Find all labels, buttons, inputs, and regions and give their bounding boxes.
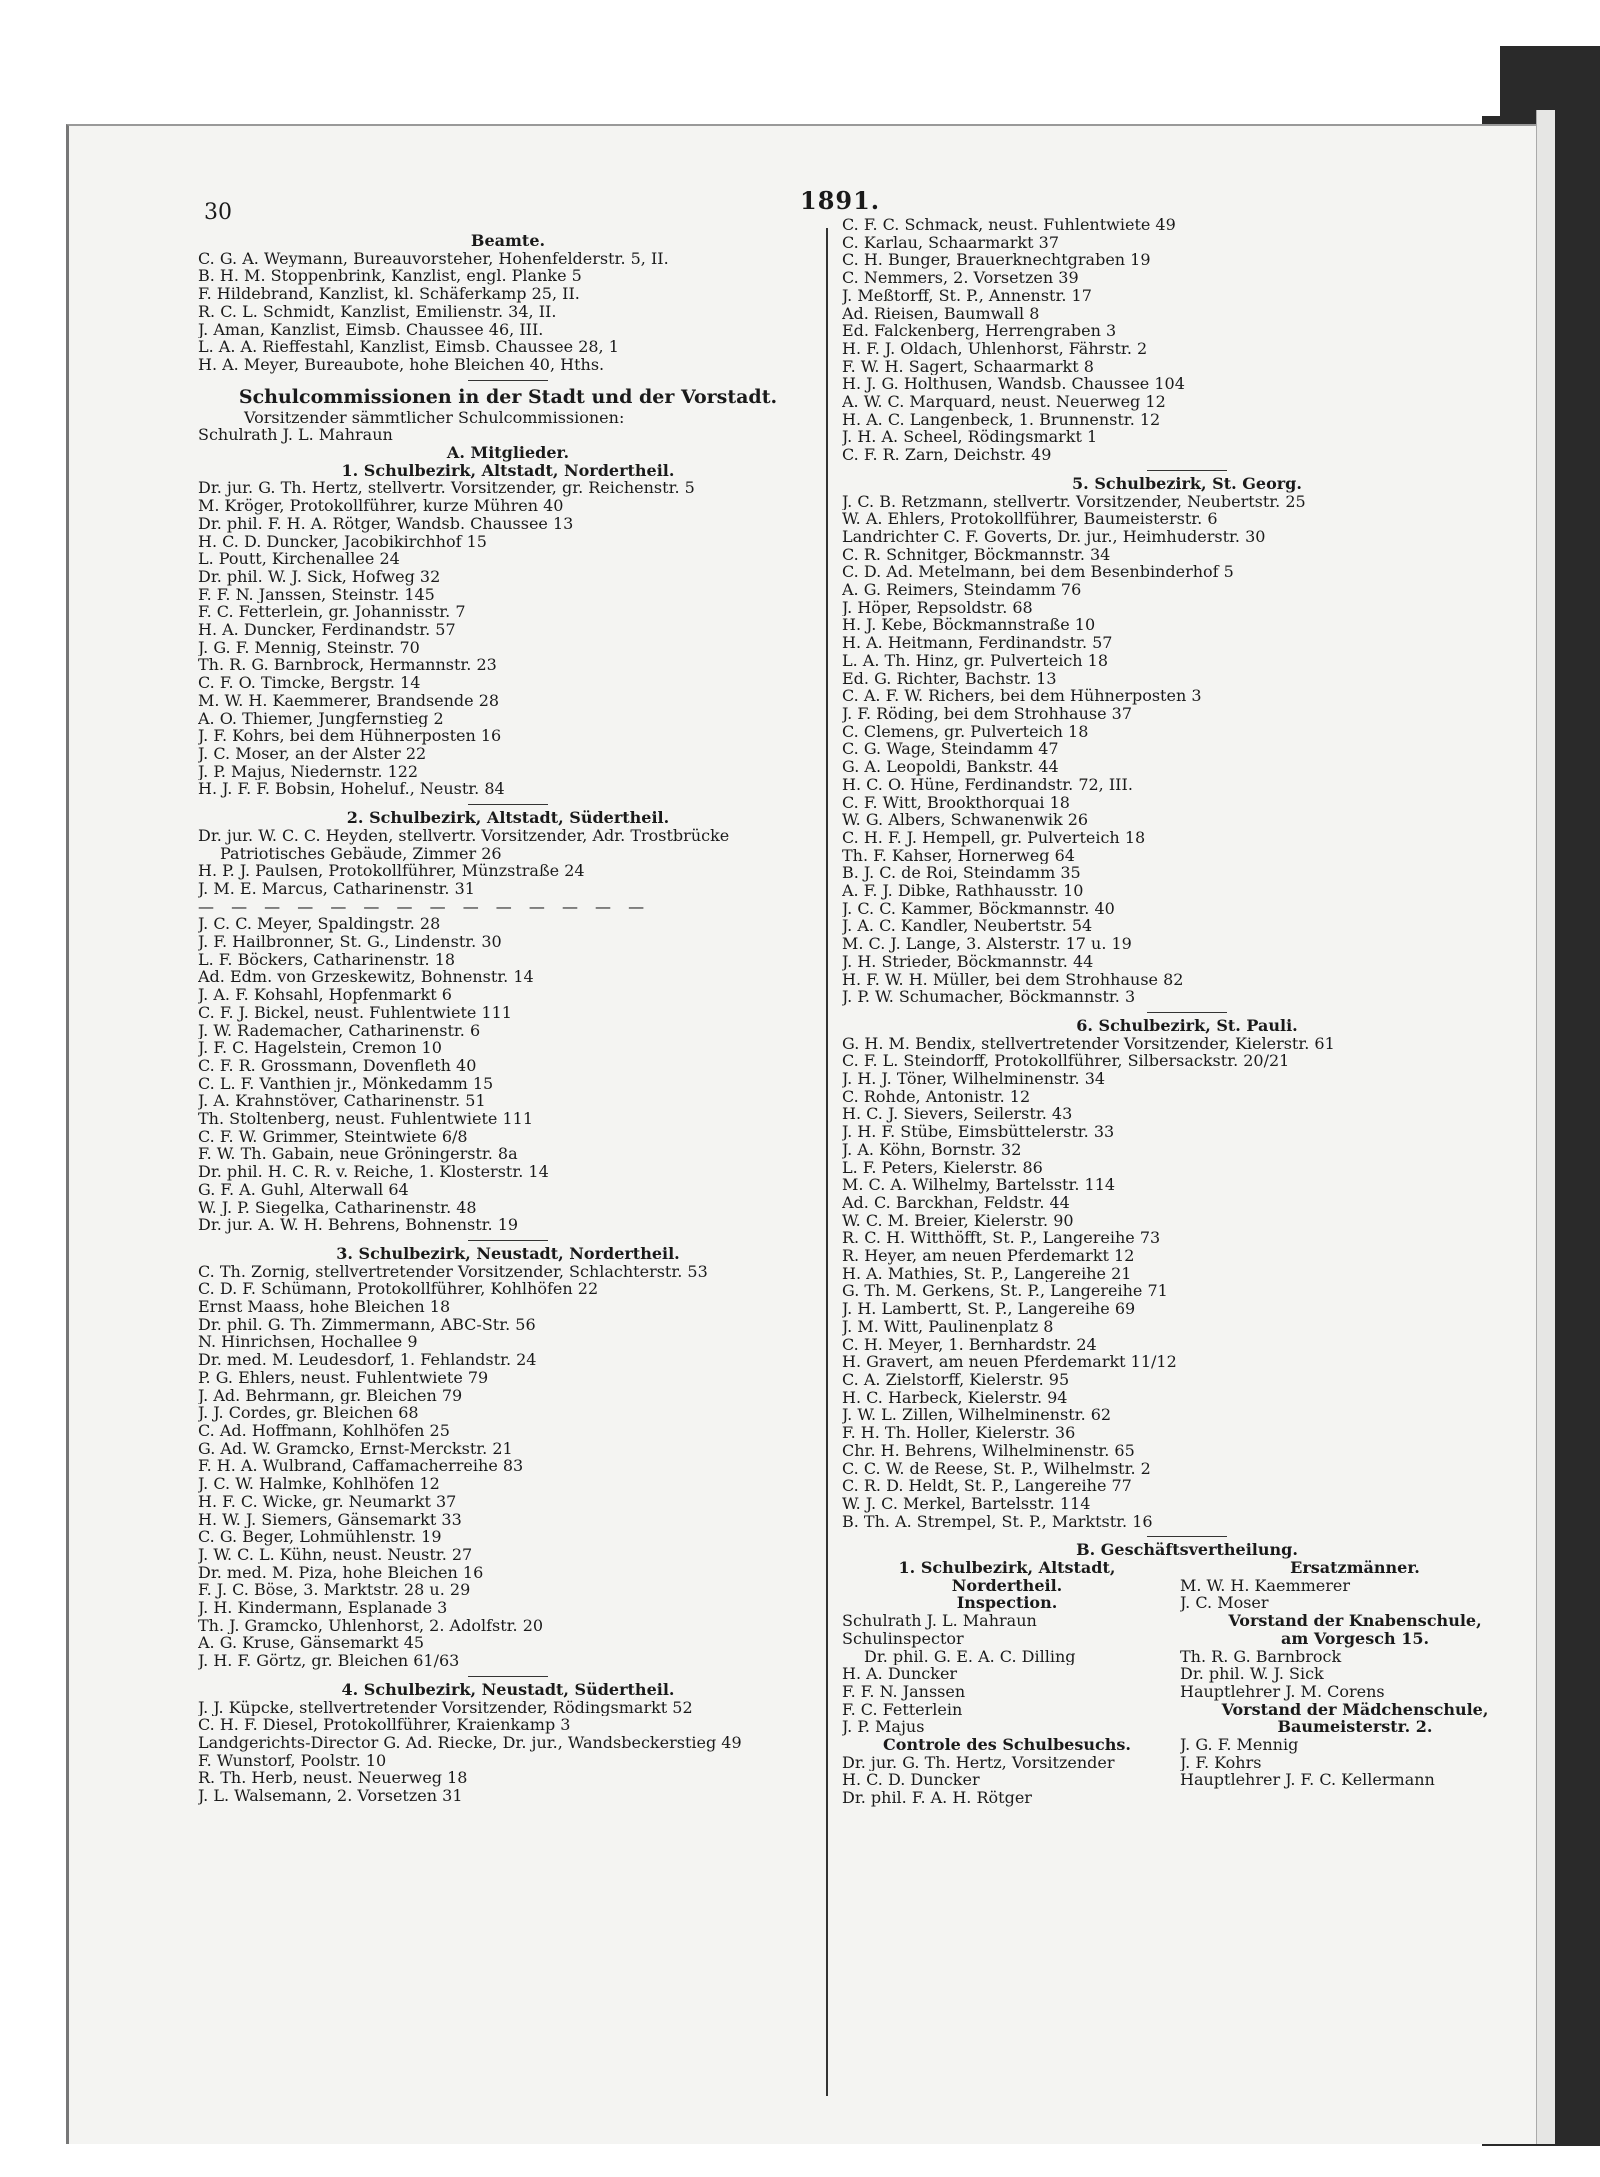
directory-entry: A. G. Reimers, Steindamm 76 bbox=[842, 581, 1082, 599]
directory-entry: J. H. F. Görtz, gr. Bleichen 61/63 bbox=[198, 1652, 460, 1670]
directory-entry: J. H. Lambertt, St. P., Langereihe 69 bbox=[842, 1300, 1136, 1318]
directory-entry: A. W. C. Marquard, neust. Neuerweg 12 bbox=[842, 393, 1166, 411]
column-divider bbox=[826, 228, 828, 2096]
directory-entry: J. A. Krahnstöver, Catharinenstr. 51 bbox=[198, 1092, 486, 1111]
section-heading: Vorstand der Mädchenschule, bbox=[1221, 1700, 1489, 1719]
directory-entry: H. A. Heitmann, Ferdinandstr. 57 bbox=[842, 634, 1113, 652]
section-rule bbox=[468, 380, 548, 381]
page-edge bbox=[1536, 110, 1555, 2144]
directory-entry: M. C. J. Lange, 3. Alsterstr. 17 u. 19 bbox=[842, 935, 1132, 953]
directory-entry: Dr. phil. W. J. Sick bbox=[1180, 1665, 1324, 1683]
directory-entry: B. H. M. Stoppenbrink, Kanzlist, engl. Planke 5 bbox=[198, 267, 582, 286]
directory-entry: B. J. C. de Roi, Steindamm 35 bbox=[842, 864, 1081, 883]
directory-entry: M. W. H. Kaemmerer bbox=[1180, 1576, 1351, 1595]
directory-entry: C. Ad. Hoffmann, Kohlhöfen 25 bbox=[198, 1422, 450, 1440]
directory-entry: H. C. O. Hüne, Ferdinandstr. 72, III. bbox=[842, 775, 1133, 794]
section-heading: am Vorgesch 15. bbox=[1280, 1629, 1430, 1648]
directory-entry: J. M. E. Marcus, Catharinenstr. 31 bbox=[198, 879, 475, 898]
directory-entry: M. C. A. Wilhelmy, Bartelsstr. 114 bbox=[842, 1176, 1116, 1194]
directory-entry: J. L. Walsemann, 2. Vorsetzen 31 bbox=[198, 1787, 463, 1805]
directory-entry: F. Hildebrand, Kanzlist, kl. Schäferkamp 25, II. bbox=[198, 285, 580, 303]
directory-entry: H. C. J. Sievers, Seilerstr. 43 bbox=[842, 1105, 1073, 1124]
directory-entry: W. G. Albers, Schwanenwik 26 bbox=[842, 811, 1089, 829]
directory-entry: A. F. J. Dibke, Rathhausstr. 10 bbox=[842, 882, 1084, 900]
directory-entry: Schulrath J. L. Mahraun bbox=[842, 1612, 1037, 1630]
directory-entry: Hauptlehrer J. F. C. Kellermann bbox=[1180, 1771, 1435, 1790]
left-column bbox=[198, 232, 818, 1805]
directory-entry: J. P. Majus bbox=[842, 1718, 925, 1737]
directory-entry: M. Kröger, Protokollführer, kurze Mühren 40 bbox=[198, 497, 564, 515]
directory-entry: J. F. Kohrs bbox=[1180, 1753, 1262, 1772]
directory-entry: C. G. Wage, Steindamm 47 bbox=[842, 740, 1059, 759]
directory-entry: J. W. L. Zillen, Wilhelminenstr. 62 bbox=[842, 1406, 1112, 1425]
directory-entry: H. A. Duncker, Ferdinandstr. 57 bbox=[198, 621, 456, 639]
directory-entry: Schulrath J. L. Mahraun bbox=[198, 426, 393, 445]
directory-entry: Dr. phil. W. J. Sick, Hofweg 32 bbox=[198, 567, 441, 586]
section-heading: 5. Schulbezirk, St. Georg. bbox=[1072, 474, 1302, 493]
directory-entry: N. Hinrichsen, Hochallee 9 bbox=[198, 1333, 418, 1352]
directory-entry: W. J. P. Siegelka, Catharinenstr. 48 bbox=[198, 1198, 477, 1217]
directory-entry: H. J. F. F. Bobsin, Hoheluf., Neustr. 84 bbox=[198, 780, 505, 799]
directory-entry: Dr. phil. H. C. R. v. Reiche, 1. Klosterstr. 14 bbox=[198, 1163, 549, 1181]
directory-entry: Th. Stoltenberg, neust. Fuhlentwiete 111 bbox=[198, 1110, 533, 1128]
section-rule bbox=[1147, 470, 1227, 471]
directory-entry: J. Ad. Behrmann, gr. Bleichen 79 bbox=[198, 1386, 463, 1405]
directory-entry: J. Höper, Repsoldstr. 68 bbox=[842, 598, 1033, 617]
right-column-list bbox=[842, 216, 1532, 1559]
directory-entry: Hauptlehrer J. M. Corens bbox=[1180, 1682, 1385, 1701]
directory-entry: Landrichter C. F. Goverts, Dr. jur., Heimhuderstr. 30 bbox=[842, 527, 1266, 546]
directory-entry: L. F. Peters, Kielerstr. 86 bbox=[842, 1158, 1043, 1177]
directory-entry: C. H. Meyer, 1. Bernhardstr. 24 bbox=[842, 1335, 1097, 1354]
directory-entry: J. Meßtorff, St. P., Annenstr. 17 bbox=[842, 286, 1092, 305]
directory-entry: J. A. Köhn, Bornstr. 32 bbox=[842, 1140, 1022, 1159]
directory-entry: H. Gravert, am neuen Pferdemarkt 11/12 bbox=[842, 1353, 1177, 1371]
directory-entry: R. C. H. Witthöfft, St. P., Langereihe 73 bbox=[842, 1229, 1161, 1248]
directory-entry: R. Th. Herb, neust. Neuerweg 18 bbox=[198, 1769, 468, 1788]
directory-entry: J. C. C. Meyer, Spaldingstr. 28 bbox=[198, 915, 441, 934]
directory-entry: C. F. L. Steindorff, Protokollführer, Silbersackstr. 20/21 bbox=[842, 1052, 1290, 1071]
directory-entry: C. Karlau, Schaarmarkt 37 bbox=[842, 233, 1059, 252]
board-subcolumn bbox=[1180, 1559, 1530, 1789]
directory-entry: Dr. phil. G. Th. Zimmermann, ABC-Str. 56 bbox=[198, 1315, 536, 1334]
directory-entry: F. F. N. Janssen, Steinstr. 145 bbox=[198, 585, 435, 604]
directory-entry: Ernst Maass, hohe Bleichen 18 bbox=[198, 1298, 451, 1316]
directory-entry: H. W. J. Siemers, Gänsemarkt 33 bbox=[198, 1510, 462, 1529]
directory-entry: Th. F. Kahser, Hornerweg 64 bbox=[842, 846, 1075, 865]
directory-entry: C. R. D. Heldt, St. P., Langereihe 77 bbox=[842, 1477, 1132, 1495]
directory-entry: C. H. F. Diesel, Protokollführer, Kraienkamp 3 bbox=[198, 1716, 571, 1734]
directory-entry: L. Poutt, Kirchenallee 24 bbox=[198, 550, 400, 568]
directory-entry: W. A. Ehlers, Protokollführer, Baumeisterstr. 6 bbox=[842, 510, 1218, 528]
directory-entry: M. W. H. Kaemmerer, Brandsende 28 bbox=[198, 691, 500, 710]
section-heading: 6. Schulbezirk, St. Pauli. bbox=[1076, 1016, 1298, 1035]
section-heading: 2. Schulbezirk, Altstadt, Südertheil. bbox=[346, 809, 670, 827]
section-heading: Inspection. bbox=[956, 1594, 1058, 1613]
directory-entry: C. F. J. Bickel, neust. Fuhlentwiete 111 bbox=[198, 1003, 512, 1022]
directory-entry: F. H. Th. Holler, Kielerstr. 36 bbox=[842, 1424, 1076, 1442]
directory-entry: C. G. Beger, Lohmühlenstr. 19 bbox=[198, 1528, 442, 1546]
directory-entry: H. C. D. Duncker, Jacobikirchhof 15 bbox=[198, 532, 487, 551]
section-heading: 3. Schulbezirk, Neustadt, Nordertheil. bbox=[336, 1244, 680, 1263]
directory-entry: C. A. F. W. Richers, bei dem Hühnerposten 3 bbox=[842, 687, 1202, 705]
directory-entry: A. G. Kruse, Gänsemarkt 45 bbox=[198, 1634, 425, 1653]
directory-entry: Dr. jur. G. Th. Hertz, Vorsitzender bbox=[842, 1753, 1115, 1772]
directory-entry: J. J. Cordes, gr. Bleichen 68 bbox=[198, 1404, 419, 1422]
section-heading: Beamte. bbox=[470, 232, 546, 250]
directory-entry: Dr. med. M. Piza, hohe Bleichen 16 bbox=[198, 1563, 484, 1582]
directory-entry: Schulinspector bbox=[842, 1629, 964, 1648]
section-rule bbox=[1147, 1012, 1227, 1013]
directory-entry: Dr. phil. F. A. H. Rötger bbox=[842, 1789, 1032, 1807]
directory-entry: A. O. Thiemer, Jungfernstieg 2 bbox=[198, 709, 444, 728]
directory-entry: J. P. Majus, Niedernstr. 122 bbox=[198, 762, 419, 781]
directory-entry: F. H. A. Wulbrand, Caffamacherreihe 83 bbox=[198, 1457, 524, 1476]
directory-entry: C. F. O. Timcke, Bergstr. 14 bbox=[198, 674, 421, 692]
business-distribution bbox=[842, 1559, 1532, 1859]
directory-entry: J. F. Röding, bei dem Strohhause 37 bbox=[842, 704, 1133, 723]
directory-entry: Ad. Edm. von Grzeskewitz, Bohnenstr. 14 bbox=[198, 968, 534, 987]
directory-entry: G. Ad. W. Gramcko, Ernst-Merckstr. 21 bbox=[198, 1439, 513, 1458]
directory-entry: Dr. phil. F. H. A. Rötger, Wandsb. Chaussee 13 bbox=[198, 514, 574, 533]
directory-entry: J. J. Küpcke, stellvertretender Vorsitzender, Rödingsmarkt 52 bbox=[198, 1698, 693, 1717]
directory-entry: Ed. Falckenberg, Herrengraben 3 bbox=[842, 322, 1117, 340]
section-rule bbox=[1147, 1536, 1227, 1537]
directory-entry: R. C. L. Schmidt, Kanzlist, Emilienstr. 34, II. bbox=[198, 302, 557, 321]
directory-entry: C. Th. Zornig, stellvertretender Vorsitzender, Schlachterstr. 53 bbox=[198, 1262, 708, 1281]
right-column bbox=[842, 216, 1532, 1859]
directory-entry: C. C. W. de Reese, St. P., Wilhelmstr. 2 bbox=[842, 1459, 1151, 1478]
directory-entry: F. C. Fetterlein, gr. Johannisstr. 7 bbox=[198, 603, 466, 622]
directory-entry: C. Nemmers, 2. Vorsetzen 39 bbox=[842, 269, 1079, 287]
directory-entry: J. Aman, Kanzlist, Eimsb. Chaussee 46, III. bbox=[198, 320, 544, 339]
directory-entry: F. Wunstorf, Poolstr. 10 bbox=[198, 1751, 387, 1770]
directory-entry: C. F. R. Zarn, Deichstr. 49 bbox=[842, 446, 1052, 464]
section-heading: 1. Schulbezirk, Altstadt, Nordertheil. bbox=[341, 461, 675, 480]
directory-entry: J. H. F. Stübe, Eimsbüttelerstr. 33 bbox=[842, 1123, 1115, 1141]
directory-entry: P. G. Ehlers, neust. Fuhlentwiete 79 bbox=[198, 1368, 489, 1387]
directory-entry: Dr. jur. G. Th. Hertz, stellvertr. Vorsitzender, gr. Reichenstr. 5 bbox=[198, 479, 695, 498]
directory-entry: Dr. phil. G. E. A. C. Dilling bbox=[864, 1647, 1076, 1666]
directory-entry: H. A. C. Langenbeck, 1. Brunnenstr. 12 bbox=[842, 410, 1161, 429]
directory-entry: C. Clemens, gr. Pulverteich 18 bbox=[842, 722, 1089, 741]
directory-entry: C. L. F. Vanthien jr., Mönkedamm 15 bbox=[198, 1074, 494, 1093]
directory-entry: Th. R. G. Barnbrock, Hermannstr. 23 bbox=[198, 656, 497, 675]
directory-entry: L. F. Böckers, Catharinenstr. 18 bbox=[198, 950, 456, 969]
directory-entry: C. A. Zielstorff, Kielerstr. 95 bbox=[842, 1371, 1070, 1389]
page-number: 30 bbox=[204, 200, 232, 225]
directory-entry: J. M. Witt, Paulinenplatz 8 bbox=[842, 1317, 1054, 1336]
directory-entry: J. H. A. Scheel, Rödingsmarkt 1 bbox=[842, 428, 1098, 447]
directory-entry: C. D. F. Schümann, Protokollführer, Kohlhöfen 22 bbox=[198, 1280, 599, 1299]
directory-entry: Dr. jur. A. W. H. Behrens, Bohnenstr. 19 bbox=[198, 1216, 519, 1234]
directory-entry: H. P. J. Paulsen, Protokollführer, Münzstraße 24 bbox=[198, 862, 585, 880]
directory-entry: H. F. C. Wicke, gr. Neumarkt 37 bbox=[198, 1492, 457, 1511]
directory-entry: Landgerichts-Director G. Ad. Riecke, Dr. jur., Wandsbeckerstieg 49 bbox=[198, 1733, 742, 1752]
directory-entry: C. F. C. Schmack, neust. Fuhlentwiete 49 bbox=[842, 216, 1176, 234]
directory-entry: L. A. A. Rieffestahl, Kanzlist, Eimsb. Chaussee 28, 1 bbox=[198, 338, 619, 356]
directory-entry: C. F. Witt, Brookthorquai 18 bbox=[842, 793, 1070, 812]
directory-entry: L. A. Th. Hinz, gr. Pulverteich 18 bbox=[842, 651, 1109, 670]
directory-entry: F. W. Th. Gabain, neue Gröningerstr. 8a bbox=[198, 1145, 518, 1164]
directory-entry: J. A. C. Kandler, Neubertstr. 54 bbox=[842, 917, 1093, 936]
section-heading: Controle des Schulbesuchs. bbox=[883, 1736, 1131, 1754]
directory-entry: J. A. F. Kohsahl, Hopfenmarkt 6 bbox=[198, 986, 452, 1004]
directory-entry: J. G. F. Mennig, Steinstr. 70 bbox=[198, 638, 420, 657]
directory-entry: H. C. Harbeck, Kielerstr. 94 bbox=[842, 1388, 1068, 1407]
directory-entry: J. H. Kindermann, Esplanade 3 bbox=[198, 1599, 448, 1617]
directory-entry: C. R. Schnitger, Böckmannstr. 34 bbox=[842, 545, 1111, 564]
directory-entry: Ed. G. Richter, Bachstr. 13 bbox=[842, 669, 1057, 688]
section-heading: 4. Schulbezirk, Neustadt, Südertheil. bbox=[341, 1680, 675, 1699]
section-heading: 1. Schulbezirk, Altstadt, bbox=[898, 1559, 1116, 1577]
directory-entry: H. F. J. Oldach, Uhlenhorst, Fährstr. 2 bbox=[842, 339, 1148, 358]
directory-entry: J. W. C. L. Kühn, neust. Neustr. 27 bbox=[198, 1545, 473, 1564]
directory-entry: C. H. Bunger, Brauerknechtgraben 19 bbox=[842, 251, 1151, 270]
directory-entry: J. F. C. Hagelstein, Cremon 10 bbox=[198, 1039, 442, 1057]
directory-entry: H. J. Kebe, Böckmannstraße 10 bbox=[842, 616, 1096, 635]
directory-entry: G. Th. M. Gerkens, St. P., Langereihe 71 bbox=[842, 1282, 1168, 1301]
directory-entry: C. F. R. Grossmann, Dovenfleth 40 bbox=[198, 1056, 477, 1075]
directory-entry: J. P. W. Schumacher, Böckmannstr. 3 bbox=[842, 988, 1136, 1006]
directory-entry: J. H. Strieder, Böckmannstr. 44 bbox=[842, 952, 1094, 971]
section-rule bbox=[468, 1676, 548, 1677]
directory-entry: W. C. M. Breier, Kielerstr. 90 bbox=[842, 1211, 1074, 1230]
section-heading: Vorstand der Knabenschule, bbox=[1228, 1612, 1482, 1630]
directory-entry: R. Heyer, am neuen Pferdemarkt 12 bbox=[842, 1247, 1135, 1265]
directory-entry: G. A. Leopoldi, Bankstr. 44 bbox=[842, 758, 1059, 776]
directory-entry: J. F. Hailbronner, St. G., Lindenstr. 30 bbox=[198, 933, 502, 951]
directory-entry: Ad. C. Barckhan, Feldstr. 44 bbox=[842, 1193, 1070, 1212]
section-heading: Nordertheil. bbox=[951, 1576, 1063, 1595]
section-rule bbox=[468, 1240, 548, 1241]
directory-entry: J. G. F. Mennig bbox=[1180, 1736, 1299, 1754]
directory-entry: G. H. M. Bendix, stellvertretender Vorsitzender, Kielerstr. 61 bbox=[842, 1034, 1335, 1053]
directory-entry: J. C. B. Retzmann, stellvertr. Vorsitzender, Neubertstr. 25 bbox=[842, 492, 1306, 511]
section-heading: B. Geschäftsvertheilung. bbox=[1076, 1541, 1298, 1560]
directory-entry: C. H. F. J. Hempell, gr. Pulverteich 18 bbox=[842, 828, 1146, 847]
directory-entry: H. A. Duncker bbox=[842, 1665, 958, 1683]
directory-entry: Dr. med. M. Leudesdorf, 1. Fehlandstr. 24 bbox=[198, 1351, 537, 1369]
directory-entry: C. Rohde, Antonistr. 12 bbox=[842, 1087, 1031, 1106]
directory-entry: H. C. D. Duncker bbox=[842, 1771, 980, 1790]
directory-entry: Th. R. G. Barnbrock bbox=[1180, 1647, 1342, 1666]
directory-entry: J. F. Kohrs, bei dem Hühnerposten 16 bbox=[198, 727, 502, 745]
directory-entry: W. J. C. Merkel, Bartelsstr. 114 bbox=[842, 1494, 1091, 1513]
directory-entry: F. W. H. Sagert, Schaarmarkt 8 bbox=[842, 357, 1094, 376]
directory-entry: H. J. G. Holthusen, Wandsb. Chaussee 104 bbox=[842, 375, 1185, 394]
directory-entry: J. H. J. Töner, Wilhelminenstr. 34 bbox=[842, 1070, 1106, 1088]
section-heading: Baumeisterstr. 2. bbox=[1277, 1718, 1433, 1737]
page-year: 1891. bbox=[800, 186, 881, 215]
directory-entry: J. C. Moser, an der Alster 22 bbox=[198, 744, 427, 763]
section-heading: Ersatzmänner. bbox=[1290, 1559, 1420, 1577]
section-heading: A. Mitglieder. bbox=[446, 444, 570, 462]
directory-entry: Th. J. Gramcko, Uhlenhorst, 2. Adolfstr. 20 bbox=[198, 1616, 544, 1635]
scanner-edge-gap bbox=[1482, 46, 1500, 116]
directory-entry: J. W. Rademacher, Catharinenstr. 6 bbox=[198, 1021, 481, 1040]
section-rule bbox=[468, 804, 548, 805]
directory-entry: F. F. N. Janssen bbox=[842, 1682, 966, 1701]
directory-entry: H. A. Mathies, St. P., Langereihe 21 bbox=[842, 1264, 1132, 1283]
directory-entry: H. F. W. H. Müller, bei dem Strohhause 82 bbox=[842, 970, 1184, 989]
section-heading: Schulcommissionen in der Stadt und der Vorstadt. bbox=[238, 385, 778, 408]
directory-entry: C. F. W. Grimmer, Steintwiete 6/8 bbox=[198, 1127, 468, 1146]
inspection-subcolumn bbox=[842, 1559, 1172, 1807]
directory-entry: J. C. Moser bbox=[1180, 1594, 1269, 1613]
directory-entry: B. Th. A. Strempel, St. P., Marktstr. 16 bbox=[842, 1512, 1153, 1531]
directory-entry: Ad. Rieisen, Baumwall 8 bbox=[842, 304, 1040, 323]
directory-entry: J. C. C. Kammer, Böckmannstr. 40 bbox=[842, 899, 1115, 918]
directory-entry: J. C. W. Halmke, Kohlhöfen 12 bbox=[198, 1475, 440, 1493]
directory-entry: C. G. A. Weymann, Bureauvorsteher, Hohenfelderstr. 5, II. bbox=[198, 249, 669, 268]
directory-entry: Chr. H. Behrens, Wilhelminenstr. 65 bbox=[842, 1441, 1135, 1460]
directory-entry: Dr. jur. W. C. C. Heyden, stellvertr. Vorsitzender, Adr. Trostbrücke bbox=[198, 826, 730, 845]
directory-entry: Patriotisches Gebäude, Zimmer 26 bbox=[220, 844, 502, 863]
directory-entry: F. C. Fetterlein bbox=[842, 1700, 963, 1719]
directory-entry: H. A. Meyer, Bureaubote, hohe Bleichen 40, Hths. bbox=[198, 355, 605, 374]
directory-entry: C. D. Ad. Metelmann, bei dem Besenbinderhof 5 bbox=[842, 563, 1234, 582]
directory-entry: — — — — — — — — — — — — — — bbox=[198, 897, 651, 916]
directory-entry: G. F. A. Guhl, Alterwall 64 bbox=[198, 1180, 409, 1199]
directory-entry: Vorsitzender sämmtlicher Schulcommissionen: bbox=[244, 408, 625, 427]
directory-entry: F. J. C. Böse, 3. Marktstr. 28 u. 29 bbox=[198, 1581, 471, 1600]
